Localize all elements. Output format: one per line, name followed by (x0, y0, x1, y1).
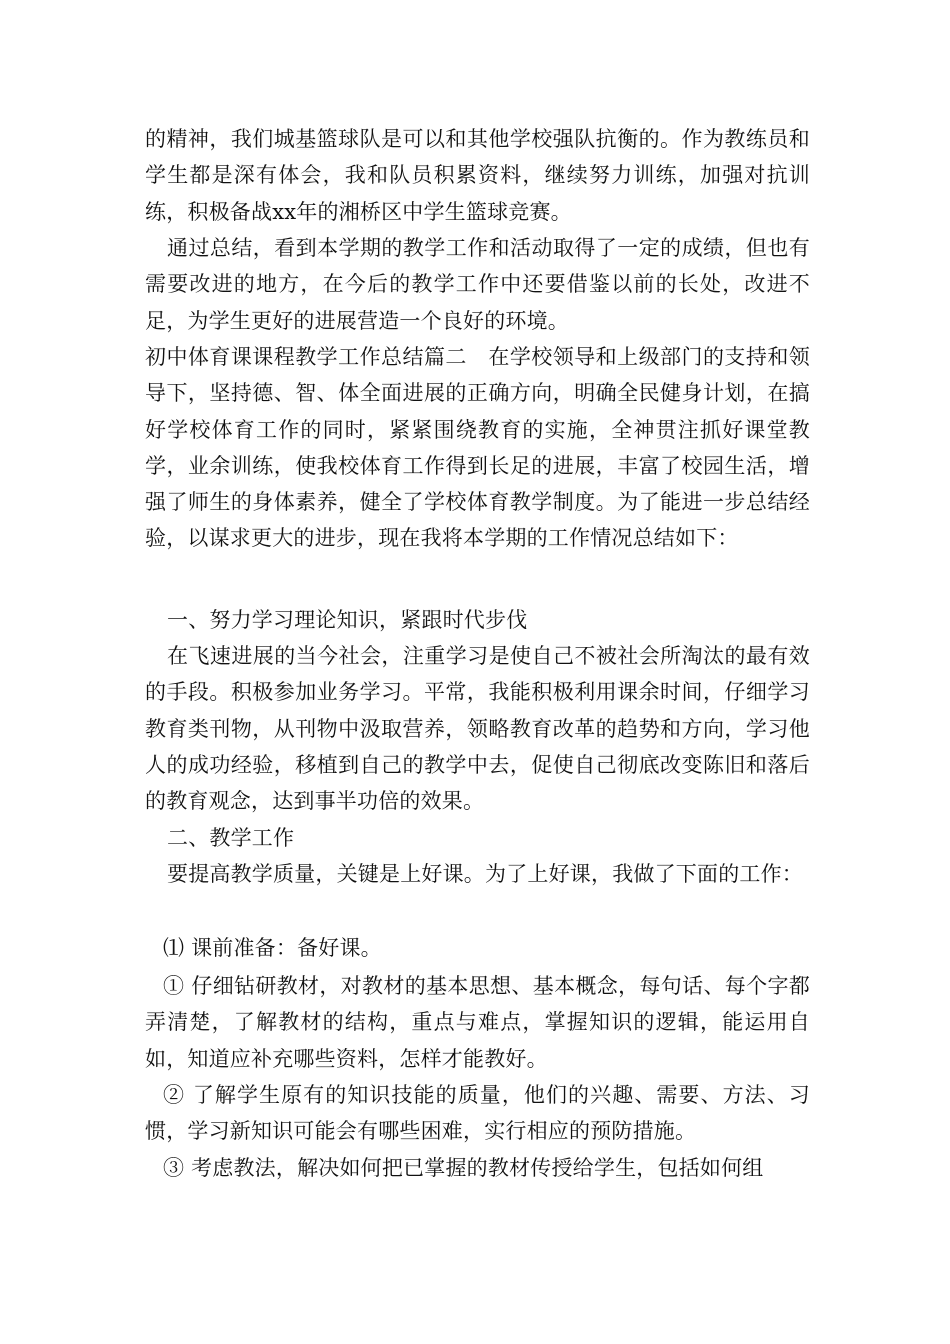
list-item-lesson-prep: ⑴ 课前准备：备好课。 (163, 936, 382, 960)
list-item-study-materials: ① 仔细钻研教材，对教材的基本思想、基本概念，每句话、每个字都弄清楚，了解教材的结构，重点与难点，掌握知识的逻辑，能运用自如，知道应补充哪些资料，怎样才能教好。 (145, 974, 810, 1071)
paragraph-summary-conclusion: 通过总结，看到本学期的教学工作和活动取得了一定的成绩，但也有需要改进的地方，在今后的教学工作中还要借鉴以前的长处，改进不足，为学生更好的进展营造一个良好的环境。 (145, 236, 810, 333)
list-item-understand-students: ② 了解学生原有的知识技能的质量，他们的兴趣、需要、方法、习惯，学习新知识可能会有哪些困难，实行相应的预防措施。 (145, 1083, 810, 1144)
paragraph-theory-study: 在飞速进展的当今社会，注重学习是使自己不被社会所淘汰的最有效的手段。积极参加业务学习。平常，我能积极利用课余时间，仔细学习教育类刊物，从刊物中汲取营养，领略教育改革的趋势和方向，学习他人的成功经验，移植到自己的教学中去，促使自己彻底改变陈旧和落后的教育观念，达到事半功倍的效果。 (145, 644, 810, 814)
heading-teaching-work: 二、教学工作 (167, 826, 295, 850)
paragraph-section-two-intro: 初中体育课课程教学工作总结篇二 在学校领导和上级部门的支持和领导下，坚持德、智、体全面进展的正确方向，明确全民健身计划，在搞好学校体育工作的同时，紧紧围绕教育的实施，全神贯注抓好课堂教学，业余训练，使我校体育工作得到长足的进展，丰富了校园生活，增强了师生的身体素养，健全了学校体育教学制度。为了能进一步总结经验，以谋求更大的进步，现在我将本学期的工作情况总结如下： (145, 345, 810, 551)
list-item-teaching-methods: ③ 考虑教法，解决如何把已掌握的教材传授给学生，包括如何组 (163, 1156, 764, 1180)
heading-theory-study: 一、努力学习理论知识，紧跟时代步伐 (167, 608, 528, 632)
paragraph-teaching-quality: 要提高教学质量，关键是上好课。为了上好课，我做了下面的工作： (167, 862, 803, 886)
paragraph-basketball-team: 的精神，我们城基篮球队是可以和其他学校强队抗衡的。作为教练员和学生都是深有体会，我和队员积累资料，继续努力训练，加强对抗训练，积极备战xx年的湘桥区中学生篮球竞赛。 (145, 127, 810, 224)
